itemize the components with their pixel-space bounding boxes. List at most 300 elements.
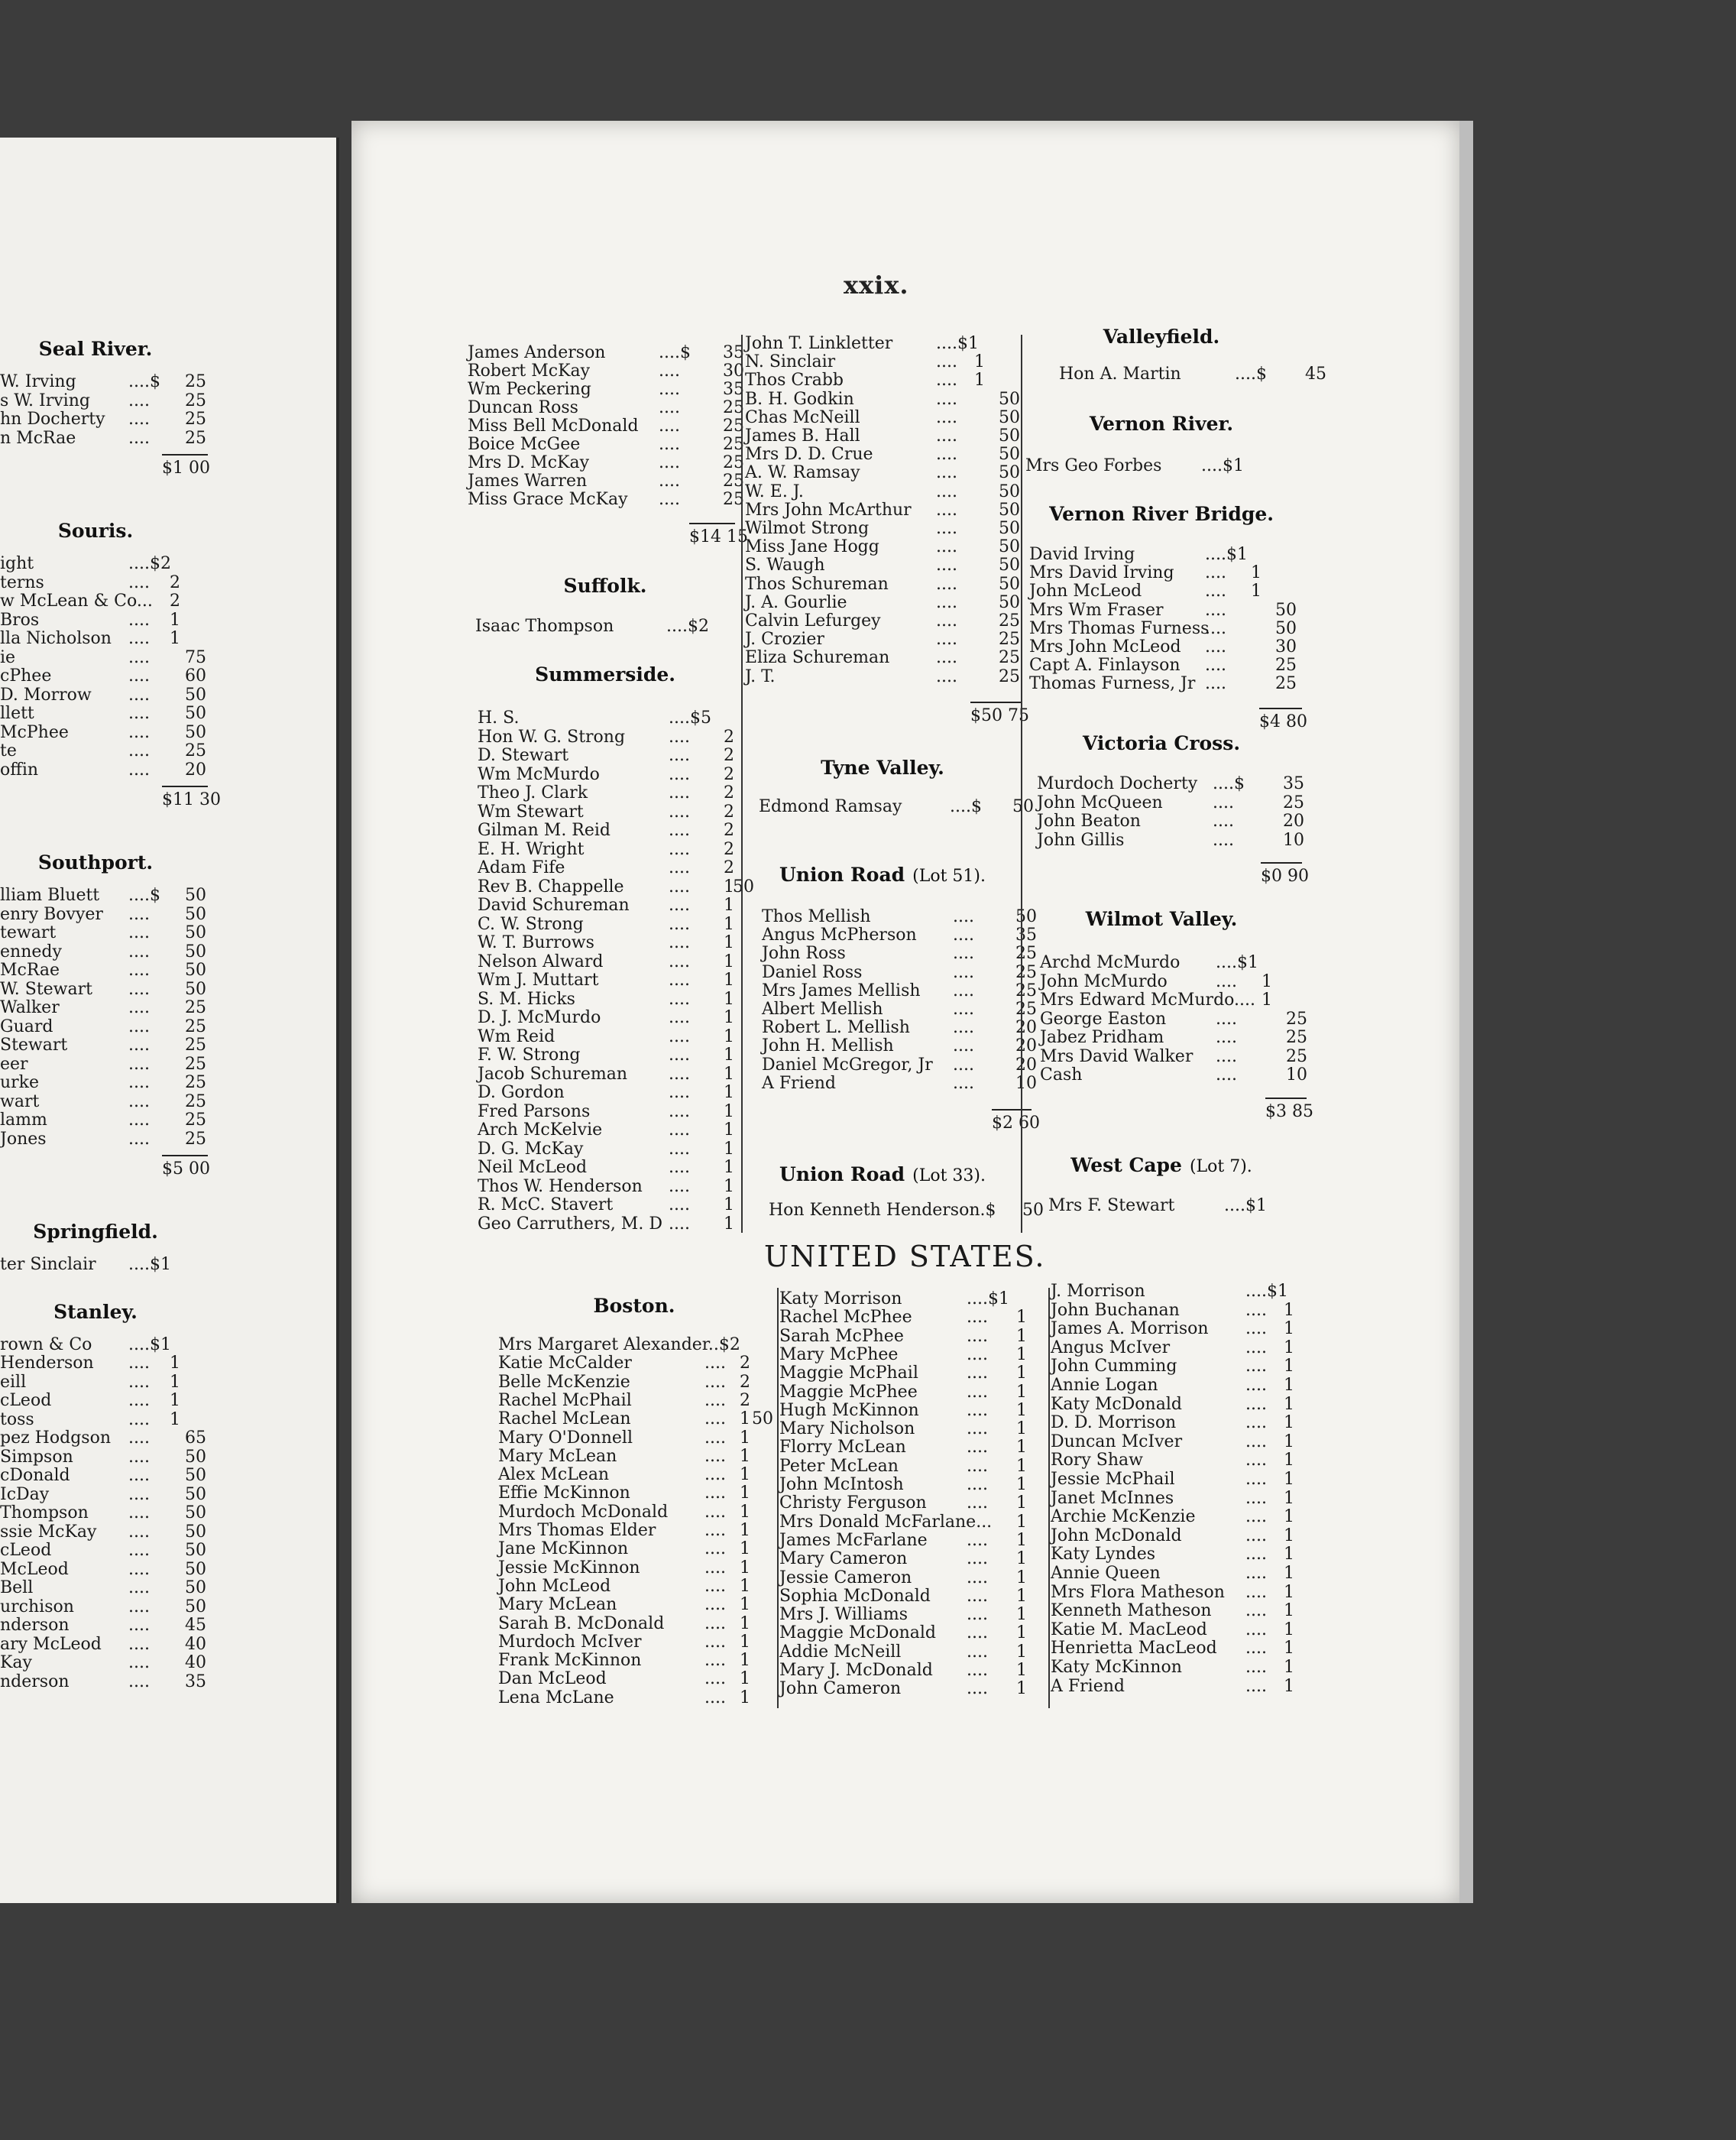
donor-name: D. J. McMurdo	[478, 1008, 601, 1027]
donor-entry	[478, 897, 754, 916]
section-total: $11 30	[162, 790, 221, 809]
amount-dollars: 1	[1284, 1526, 1294, 1545]
leader-dots: ....	[953, 1073, 974, 1093]
donor-name: John Cumming	[1051, 1357, 1177, 1376]
amount-cents: 50	[999, 426, 1020, 446]
leader-dots: ....	[128, 629, 150, 648]
donor-entry	[769, 1201, 1044, 1220]
donor-name: Stewart	[0, 1036, 68, 1055]
leader-dots: ....$1	[1245, 1282, 1288, 1301]
section-heading	[1024, 732, 1299, 754]
amount-cents: 40	[185, 1653, 206, 1672]
donor-name: Cash	[1040, 1065, 1083, 1085]
donor-name: Bros	[0, 610, 40, 630]
leader-dots: ....	[1245, 1300, 1267, 1320]
amount-dollars: 1	[170, 1391, 180, 1410]
donor-name: John T. Linkletter	[745, 334, 893, 353]
donor-entry	[762, 1000, 1037, 1019]
donor-entry	[0, 1392, 206, 1411]
amount-dollars: 1	[1284, 1300, 1294, 1320]
section-heading	[745, 864, 1020, 886]
amount-dollars: 1	[724, 1064, 734, 1084]
leader-dots: ....	[704, 1354, 726, 1373]
leader-dots: ....	[659, 435, 680, 454]
section-title: Vernon River.	[1089, 413, 1234, 435]
amount-dollars: 1	[724, 1101, 734, 1121]
donor-name: Murdoch Docherty	[1037, 774, 1198, 793]
donor-entry	[759, 798, 1034, 816]
leader-dots: ....	[669, 1064, 690, 1084]
donor-entry	[745, 556, 1020, 575]
amount-dollars: 1	[724, 896, 734, 915]
amount-dollars: 1	[1016, 1475, 1027, 1494]
section-heading	[1024, 503, 1299, 525]
amount-cents: 50	[999, 592, 1020, 612]
leader-dots: ....	[704, 1428, 726, 1448]
donor-name: Fred Parsons	[478, 1101, 591, 1121]
donor-entry	[0, 649, 206, 668]
donor-entry	[0, 1074, 206, 1093]
leader-dots: ....	[704, 1465, 726, 1485]
donor-name: H. S.	[478, 708, 520, 728]
donor-name: James Warren	[468, 472, 588, 491]
donor-name: W. E. J.	[745, 481, 804, 501]
donor-entry	[1051, 1621, 1326, 1640]
section-total: $0 90	[1261, 867, 1309, 886]
amount-dollars: 2	[740, 1372, 750, 1392]
amount-dollars: 1	[170, 1372, 180, 1392]
amount-cents: 25	[1286, 1046, 1307, 1066]
amount-dollars: 1	[1016, 1568, 1027, 1587]
amount-dollars: 1	[1284, 1488, 1294, 1508]
donor-entry	[779, 1290, 1054, 1308]
donor-name: Katy McKinnon	[1051, 1658, 1182, 1677]
donor-name: Wm McMurdo	[478, 764, 600, 784]
donor-name: Rachel McLean	[498, 1409, 631, 1429]
leader-dots: ....	[128, 1597, 150, 1616]
amount-dollars: 2	[170, 572, 180, 592]
amount-cents: 25	[723, 398, 744, 417]
amount-dollars: 1	[1016, 1549, 1027, 1569]
leader-dots: ....$2	[666, 617, 709, 636]
donor-entry	[478, 747, 754, 766]
amount-dollars: 1	[1016, 1679, 1027, 1699]
donor-name: Archd McMurdo	[1040, 953, 1181, 972]
donor-entry	[1040, 1010, 1307, 1029]
donor-entry	[478, 1140, 754, 1159]
amount-cents: 25	[723, 417, 744, 436]
leader-dots: ....	[659, 490, 680, 509]
amount-cents: 25	[185, 428, 206, 448]
leader-dots: ....	[953, 1055, 974, 1075]
donor-name: lamm	[0, 1111, 47, 1130]
amount-dollars: 1	[740, 1576, 750, 1596]
amount-cents: 25	[723, 490, 744, 509]
section-total: $2 60	[992, 1114, 1040, 1133]
donor-entry	[779, 1532, 1054, 1550]
leader-dots: ....	[1216, 971, 1237, 991]
donor-entry	[1040, 1029, 1307, 1048]
donor-name: Mrs Thomas Elder	[498, 1521, 656, 1540]
donor-entry	[745, 520, 1020, 538]
amount-dollars: 1	[1016, 1419, 1027, 1439]
leader-dots: ....	[128, 979, 150, 999]
leader-dots: ....	[128, 685, 150, 705]
donor-entry	[762, 926, 1037, 945]
section-heading	[0, 1301, 191, 1323]
donor-entry	[0, 1130, 206, 1149]
leader-dots: ....	[659, 398, 680, 417]
leader-dots: ....	[953, 1018, 974, 1038]
total-rule	[970, 702, 1021, 703]
donor-name: Murdoch McDonald	[498, 1502, 669, 1522]
donor-name: James Anderson	[468, 343, 606, 362]
donor-name: Maggie McDonald	[779, 1623, 936, 1643]
donor-entry	[468, 454, 744, 472]
donor-name: J. Morrison	[1051, 1282, 1145, 1301]
donor-name: Katie McCalder	[498, 1354, 632, 1373]
leader-dots: ....	[128, 1671, 150, 1691]
donor-name: Mrs John McLeod	[1029, 637, 1181, 657]
donor-entry	[478, 784, 754, 803]
donor-entry	[0, 1448, 206, 1467]
amount-dollars: 2	[724, 821, 734, 840]
amount-cents: 60	[185, 666, 206, 686]
donor-name: Frank McKinnon	[498, 1651, 642, 1671]
donor-entry	[745, 427, 1020, 446]
donor-entry	[745, 649, 1020, 667]
leader-dots: ....	[128, 647, 150, 667]
amount-dollars: 1	[974, 371, 985, 391]
donor-name: Thos W. Henderson	[478, 1176, 643, 1196]
donor-name: Mary O'Donnell	[498, 1428, 633, 1448]
section-total: $50 75	[970, 706, 1029, 725]
donor-name: John Ross	[762, 944, 846, 964]
total-rule	[689, 523, 735, 524]
leader-dots: ....	[1245, 1507, 1267, 1527]
amount-cents: 25	[1275, 674, 1297, 694]
donor-name: Maggie McPhee	[779, 1382, 918, 1402]
leader-dots: ....	[967, 1382, 988, 1402]
leader-dots: ....	[704, 1409, 726, 1429]
section-title: Summerside.	[535, 663, 675, 686]
leader-dots: ....	[704, 1390, 726, 1410]
donor-entry	[1051, 1339, 1326, 1358]
donor-entry	[1051, 1414, 1326, 1433]
amount-dollars: 1	[724, 1120, 734, 1140]
donor-entry	[478, 1084, 754, 1103]
donor-name: Isaac Thompson	[475, 617, 614, 636]
amount-dollars: 1	[740, 1502, 750, 1522]
donor-name: S. M. Hicks	[478, 989, 575, 1009]
leader-dots: ....$5	[669, 708, 711, 728]
leader-dots: ....	[128, 1503, 150, 1522]
amount-dollars: 1	[1284, 1319, 1294, 1339]
donor-name: Florry McLean	[779, 1438, 906, 1457]
amount-cents: 50	[999, 537, 1020, 557]
donor-entry	[779, 1606, 1054, 1624]
amount-cents: 50	[185, 961, 206, 980]
donor-entry	[1051, 1508, 1326, 1527]
leader-dots: ....	[936, 389, 957, 409]
leader-dots: ....	[967, 1586, 988, 1606]
donor-name: A. W. Ramsay	[745, 463, 860, 483]
donor-name: John Cameron	[779, 1679, 902, 1699]
donor-name: Guard	[0, 1016, 53, 1036]
leader-dots: ....	[669, 877, 690, 897]
leader-dots: ....	[1245, 1676, 1267, 1696]
leader-dots: ....$1	[1224, 1196, 1267, 1215]
donor-name: Mrs Margaret Alexander..$2	[498, 1335, 740, 1354]
amount-cents: 25	[185, 1036, 206, 1055]
donor-entry	[0, 592, 206, 611]
leader-dots: ....	[1205, 618, 1226, 638]
amount-cents: 50	[185, 1522, 206, 1542]
donor-entry	[0, 686, 206, 705]
leader-dots: ....	[669, 821, 690, 840]
leader-dots: ....	[936, 574, 957, 594]
leader-dots: ....	[1245, 1582, 1267, 1602]
donor-entry	[779, 1513, 1054, 1532]
donor-entry	[762, 1075, 1037, 1093]
donor-name: B. H. Godkin	[745, 389, 854, 409]
donor-entry	[1040, 954, 1307, 973]
column-divider	[777, 1288, 779, 1708]
donor-name: ary McLeod	[0, 1634, 102, 1654]
section-heading	[1024, 1154, 1299, 1176]
leader-dots: ....	[669, 896, 690, 915]
donor-name: A Friend	[1051, 1676, 1125, 1696]
leader-dots: ....	[669, 802, 690, 822]
donor-name: urchison	[0, 1597, 74, 1616]
donor-entry	[478, 878, 754, 897]
section-total: $1 00	[162, 459, 210, 478]
donor-name: D. G. McKay	[478, 1139, 584, 1159]
donor-entry	[478, 1159, 754, 1178]
donor-name: Hon A. Martin	[1059, 365, 1181, 384]
amount-dollars: 1	[740, 1651, 750, 1671]
donor-entry	[478, 991, 754, 1010]
leader-dots: ....	[669, 1008, 690, 1027]
donor-name: McPhee	[0, 722, 69, 742]
donor-name: Hon Kenneth Henderson.$	[769, 1201, 996, 1220]
donor-name: Edmond Ramsay	[759, 797, 902, 816]
donor-entry	[0, 1486, 206, 1505]
amount-cents: 50	[185, 1578, 206, 1597]
donor-entry	[478, 953, 754, 972]
donor-entry	[0, 961, 206, 981]
amount-cents: 10	[1286, 1065, 1307, 1085]
amount-dollars: 2	[724, 802, 734, 822]
amount-cents: 25	[1286, 1009, 1307, 1029]
leader-dots: ....	[128, 904, 150, 924]
leader-dots: ....	[704, 1669, 726, 1689]
donor-name: w McLean & Co...	[0, 592, 153, 611]
donor-entry	[0, 392, 206, 411]
amount-cents: 25	[185, 1016, 206, 1036]
donor-name: Eliza Schureman	[745, 648, 890, 668]
donor-name: Jessie Cameron	[779, 1568, 912, 1587]
donor-entry	[1040, 1066, 1307, 1085]
donor-name: Wm Stewart	[478, 802, 584, 822]
leader-dots: ....	[659, 362, 680, 381]
donor-entry	[762, 1056, 1037, 1075]
leader-dots: ....	[669, 1046, 690, 1065]
leader-dots: ....	[128, 572, 150, 592]
donor-name: Murdoch McIver	[498, 1632, 642, 1652]
donor-entry	[498, 1522, 773, 1540]
donor-entry	[0, 574, 206, 593]
leader-dots: ....	[967, 1326, 988, 1346]
donor-name: Walker	[0, 998, 60, 1017]
column-divider	[1021, 335, 1022, 1233]
donor-name: Geo Carruthers, M. D	[478, 1214, 662, 1234]
leader-dots: ....	[128, 722, 150, 742]
leader-dots: ....	[1216, 1009, 1237, 1029]
donor-entry	[0, 761, 206, 780]
donor-entry	[1029, 582, 1297, 601]
leader-dots: ....	[936, 371, 957, 391]
amount-cents: 35	[1015, 926, 1037, 945]
donor-name: eill	[0, 1372, 27, 1392]
section-heading: Boston.	[593, 1295, 675, 1317]
leader-dots: ....	[1245, 1470, 1267, 1489]
donor-name: James A. Morrison	[1051, 1319, 1209, 1339]
section-heading	[1024, 908, 1299, 930]
donor-entry	[745, 612, 1020, 631]
amount-cents: 25	[1015, 944, 1037, 964]
leader-dots: ....$	[659, 343, 691, 362]
donor-entry	[779, 1680, 1054, 1698]
amount-dollars: 1	[1284, 1601, 1294, 1621]
donor-name: cDonald	[0, 1466, 70, 1485]
leader-dots: ....	[936, 445, 957, 465]
leader-dots: ....	[128, 1578, 150, 1597]
leader-dots: ....	[128, 942, 150, 961]
donor-name: Jones	[0, 1129, 47, 1149]
amount-dollars: 1	[1284, 1357, 1294, 1376]
leader-dots: ....	[669, 1026, 690, 1046]
amount-cents: 25	[185, 391, 206, 410]
donor-entry	[0, 1523, 206, 1542]
donor-name: Arch McKelvie	[478, 1120, 603, 1140]
section-title: Southport.	[37, 851, 154, 874]
leader-dots: ....	[1245, 1394, 1267, 1414]
leader-dots: ....$	[1235, 365, 1267, 384]
leader-dots: ....	[128, 1634, 150, 1654]
donor-entry	[745, 501, 1020, 520]
amount-dollars: 1	[170, 1409, 180, 1429]
leader-dots: ....	[1245, 1545, 1267, 1564]
amount-dollars: 2	[724, 783, 734, 802]
donor-entry	[0, 887, 206, 906]
donor-name: Annie Queen	[1051, 1564, 1161, 1583]
amount-dollars: 1	[170, 610, 180, 630]
donor-entry	[498, 1373, 773, 1392]
leader-dots: ....	[1205, 674, 1226, 694]
leader-dots: ....	[128, 1428, 150, 1448]
amount-cents: 50	[185, 1541, 206, 1560]
amount-dollars: 1	[1284, 1545, 1294, 1564]
donor-entry	[1029, 564, 1297, 582]
donor-entry	[1051, 1376, 1326, 1396]
donor-name: George Easton	[1040, 1009, 1167, 1029]
donor-entry	[478, 841, 754, 860]
leader-dots: ....	[936, 648, 957, 668]
donor-entry	[498, 1448, 773, 1466]
leader-dots: ....	[128, 1091, 150, 1111]
donor-entry	[0, 1636, 206, 1655]
donor-entry	[478, 1121, 754, 1140]
leader-dots: ....	[128, 741, 150, 760]
donor-name: D. Stewart	[478, 746, 569, 765]
leader-dots: ....	[953, 1036, 974, 1056]
donor-entry	[498, 1559, 773, 1577]
amount-cents: 50	[752, 1409, 773, 1429]
donor-entry	[762, 1037, 1037, 1055]
donor-entry	[1051, 1396, 1326, 1415]
leader-dots: ....	[936, 500, 957, 520]
donor-name: Robert L. Mellish	[762, 1018, 910, 1038]
donor-entry	[779, 1438, 1054, 1457]
donor-name: llett	[0, 704, 34, 723]
donor-name: Mrs D. D. Crue	[745, 445, 873, 465]
amount-dollars: 2	[724, 858, 734, 877]
leader-dots: ....	[936, 463, 957, 483]
donor-name: Katie M. MacLeod	[1051, 1620, 1207, 1639]
amount-cents: 50	[999, 445, 1020, 465]
donor-entry	[478, 1065, 754, 1085]
donor-name: Kay	[0, 1653, 32, 1672]
donor-entry	[0, 373, 206, 392]
amount-cents: 50	[1012, 797, 1034, 816]
donor-entry	[478, 1028, 754, 1047]
donor-name: Jabez Pridham	[1040, 1028, 1164, 1047]
donor-name: Wm Reid	[478, 1026, 555, 1046]
amount-dollars: 2	[724, 839, 734, 859]
donor-name: Miss Grace McKay	[468, 490, 628, 509]
donor-name: S. Waugh	[745, 556, 825, 576]
amount-dollars: 1	[170, 1354, 180, 1373]
donor-name: offin	[0, 760, 39, 780]
donor-name: eer	[0, 1054, 28, 1074]
leader-dots: ....	[128, 1616, 150, 1635]
donor-entry	[1029, 638, 1297, 657]
donor-entry	[1051, 1433, 1326, 1452]
leader-dots: ....	[1245, 1620, 1267, 1639]
amount-dollars: 1	[1284, 1394, 1294, 1414]
amount-cents: 25	[185, 410, 206, 429]
leader-dots: ....	[704, 1446, 726, 1466]
amount-dollars: 1	[170, 629, 180, 648]
leader-dots: ....	[967, 1642, 988, 1662]
donor-name: Adam Fife	[478, 858, 565, 877]
donor-name: John McDonald	[1051, 1526, 1182, 1545]
leader-dots: ....	[936, 537, 957, 557]
leader-dots: ....	[953, 962, 974, 982]
leader-dots: ....	[1245, 1432, 1267, 1451]
donor-entry	[0, 611, 206, 631]
donor-entry	[468, 491, 744, 509]
donor-entry	[498, 1429, 773, 1448]
leader-dots: ....	[669, 839, 690, 859]
amount-cents: 50	[999, 389, 1020, 409]
amount-cents: 50	[185, 1484, 206, 1504]
amount-dollars: 1	[1016, 1642, 1027, 1662]
donor-name: Duncan McIver	[1051, 1432, 1183, 1451]
donor-entry	[745, 631, 1020, 649]
donor-entry	[779, 1308, 1054, 1327]
